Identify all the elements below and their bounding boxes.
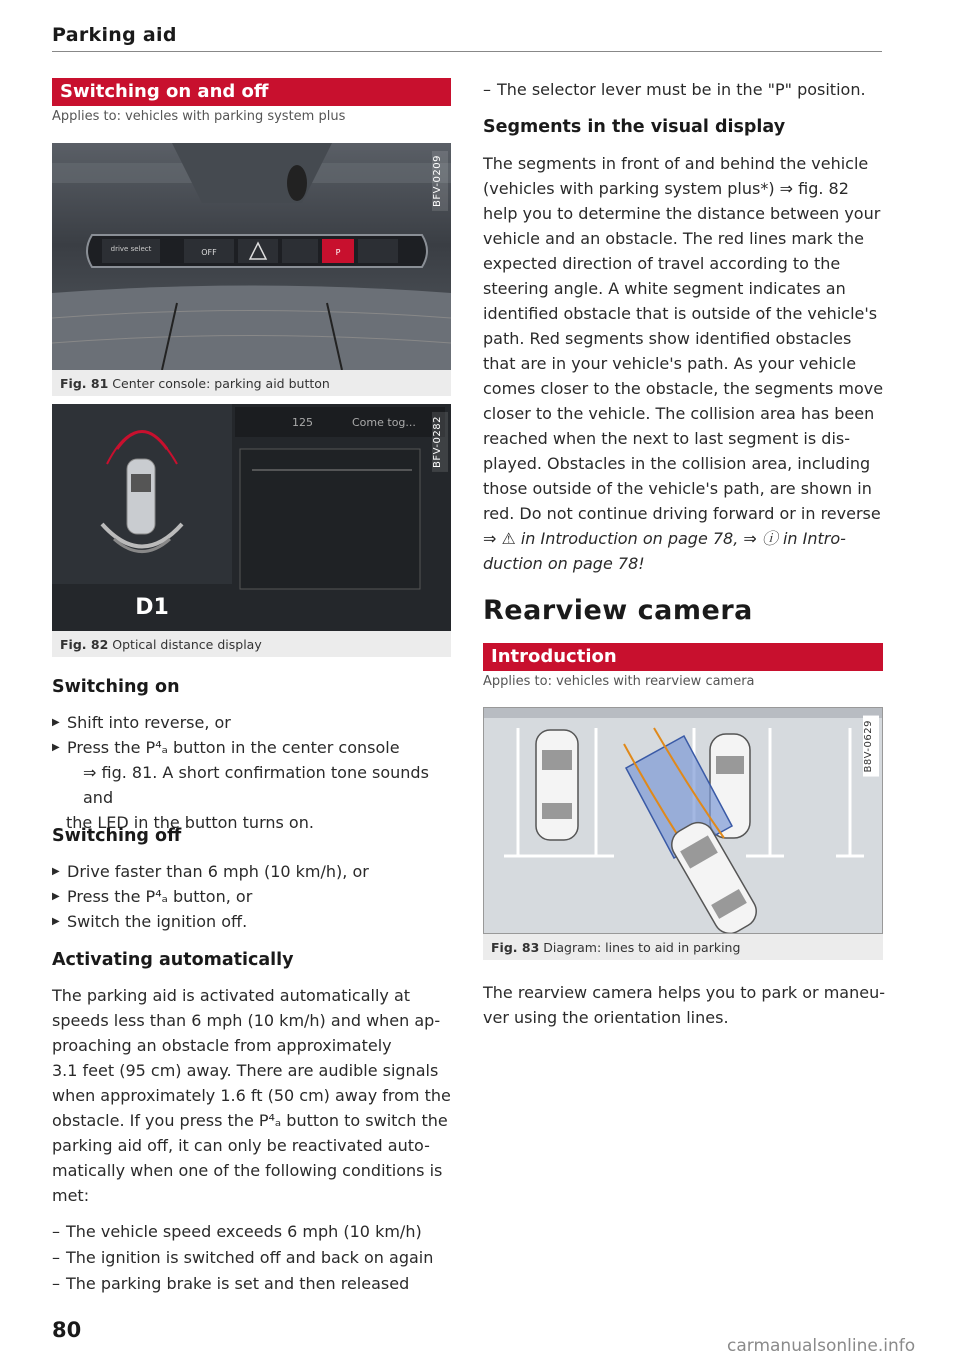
figure-83-number: Fig. 83: [491, 940, 540, 955]
paragraph-line: played. Obstacles in the collision area, including: [483, 454, 871, 473]
heading-switching-on: Switching on: [52, 677, 180, 697]
distance-display-illustration: [52, 404, 451, 631]
figure-83-id: B8V-0629: [863, 716, 879, 777]
gear-display: D1: [135, 595, 169, 620]
paragraph-line: met:: [52, 1186, 90, 1205]
list-item: ▶ Shift into reverse, or: [52, 710, 452, 735]
page-number: 80: [52, 1318, 82, 1342]
selector-condition: – The selector lever must be in the "P" position.: [483, 77, 897, 102]
section-title-bar: Switching on and off: [52, 78, 451, 106]
heading-segments: Segments in the visual display: [483, 117, 786, 137]
switching-on-list: [52, 710, 452, 835]
paragraph-line: 3.1 feet (95 cm) away. There are audible signals: [52, 1061, 439, 1080]
paragraph-line: obstacle. If you press the P⁴ₐ button to switch the: [52, 1111, 448, 1130]
btn-drive-select-label: drive select: [110, 245, 152, 253]
activating-paragraph: [52, 983, 457, 1208]
paragraph-line: proaching an obstacle from approximately: [52, 1036, 392, 1055]
paragraph-line: The parking aid is activated automatically at: [52, 986, 411, 1005]
paragraph-line: that are in your vehicle's path. As your vehicle: [483, 354, 857, 373]
watermark-text: carmanualsonline.info: [727, 1336, 916, 1356]
list-item: ▶ Press the P⁴ₐ button, or: [52, 884, 452, 909]
paragraph-line: vehicle and an obstacle. The red lines mark the: [483, 229, 864, 248]
figure-83-caption-text: Diagram: lines to aid in parking: [543, 940, 741, 955]
figure-81-image: [52, 143, 451, 370]
paragraph-line: expected direction of travel according to the: [483, 254, 841, 273]
paragraph-line: The rearview camera helps you to park or maneu-: [483, 983, 885, 1002]
list-item: – The parking brake is set and then released: [52, 1271, 452, 1297]
list-item: ▶ Drive faster than 6 mph (10 km/h), or: [52, 859, 452, 884]
figure-82-caption-text: Optical distance display: [112, 637, 262, 652]
paragraph-line: (vehicles with parking system plus*) ⇒ fig. 82: [483, 179, 849, 198]
header-divider: [52, 51, 882, 52]
center-console-illustration: [52, 143, 451, 370]
cross-reference-line[interactable]: duction on page 78!: [483, 554, 645, 573]
list-item: – The vehicle speed exceeds 6 mph (10 km/h): [52, 1219, 452, 1245]
figure-82-number: Fig. 82: [60, 637, 109, 652]
figure-81-caption: [52, 370, 451, 396]
paragraph-line: reached when the next to last segment is dis-: [483, 429, 851, 448]
figure-81-number: Fig. 81: [60, 376, 109, 391]
figure-82-image: [52, 404, 451, 631]
figure-82-caption: [52, 631, 451, 657]
applies-to-note: Applies to: vehicles with parking system plus: [52, 109, 346, 124]
segments-paragraph: [483, 151, 888, 576]
list-item: ▶ Press the P⁴ₐ button in the center console: [52, 735, 452, 760]
paragraph-line: closer to the vehicle. The collision area has been: [483, 404, 875, 423]
paragraph-line: speeds less than 6 mph (10 km/h) and when ap-: [52, 1011, 441, 1030]
paragraph-line: path. Red segments show identified obstacles: [483, 329, 852, 348]
rearview-intro-paragraph: [483, 980, 888, 1030]
conditions-list: [52, 1219, 452, 1297]
parking-lines-diagram: [484, 708, 882, 933]
btn-parking-label: P: [335, 248, 341, 257]
display-message: Come tog...: [352, 416, 416, 429]
list-item-continuation: the LED in the button turns on.: [66, 813, 314, 832]
paragraph-line: ver using the orientation lines.: [483, 1008, 729, 1027]
list-item: ▶ Switch the ignition off.: [52, 909, 452, 934]
switching-off-list: [52, 859, 452, 934]
paragraph-line: identified obstacle that is outside of the vehicle's: [483, 304, 878, 323]
btn-off-label: OFF: [201, 248, 217, 257]
paragraph-line: The segments in front of and behind the vehicle: [483, 154, 869, 173]
paragraph-line: comes closer to the obstacle, the segments move: [483, 379, 884, 398]
paragraph-line: those outside of the vehicle's path, are shown in: [483, 479, 872, 498]
paragraph-line: red. Do not continue driving forward or in reverse: [483, 504, 881, 523]
paragraph-line: help you to determine the distance between your: [483, 204, 881, 223]
heading-switching-off: Switching off: [52, 826, 182, 846]
figure-83-image: [483, 707, 883, 934]
heading-activating-automatically: Activating automatically: [52, 950, 294, 970]
list-item-continuation: ⇒ fig. 81. A short confirmation tone sounds and: [83, 763, 429, 807]
list-item: – The ignition is switched off and back on again: [52, 1245, 452, 1271]
paragraph-line: matically when one of the following conditions is: [52, 1161, 443, 1180]
paragraph-line: steering angle. A white segment indicates an: [483, 279, 846, 298]
page-header-title: Parking aid: [52, 24, 177, 46]
paragraph-line: when approximately 1.6 ft (50 cm) away from the: [52, 1086, 451, 1105]
section-title-bar-introduction: Introduction: [483, 643, 883, 671]
display-distance-value: 125: [292, 416, 313, 429]
applies-to-note-camera: Applies to: vehicles with rearview camera: [483, 674, 755, 689]
figure-81-caption-text: Center console: parking aid button: [112, 376, 330, 391]
cross-reference-line[interactable]: ⇒ ⚠ in Introduction on page 78, ⇒ ⓘ in Intro-: [483, 529, 846, 548]
figure-82-id: BFV-0282: [432, 412, 448, 472]
chapter-title-rearview-camera: Rearview camera: [483, 595, 753, 626]
figure-83-caption: [483, 934, 883, 960]
paragraph-line: parking aid off, it can only be reactivated auto-: [52, 1136, 430, 1155]
figure-81-id: BFV-0209: [432, 151, 448, 211]
